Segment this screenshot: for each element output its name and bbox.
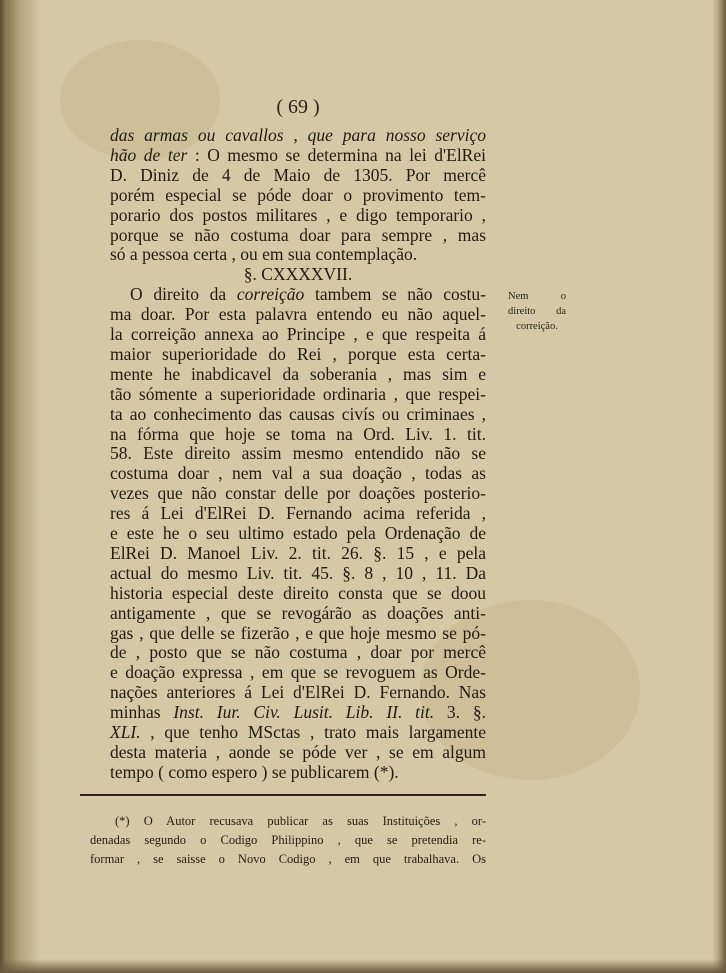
text-span: antigamente , que se revogárão as doações anti- [110, 602, 486, 623]
text-line [110, 524, 486, 543]
text-line [110, 464, 486, 483]
text-span: gas , que delle se fizerão , e que hoje mesmo se pó- [110, 622, 486, 643]
page-edge-bottom [0, 959, 726, 973]
page-number: ( 69 ) [276, 96, 320, 118]
text-line [130, 285, 486, 304]
text-span: vezes que não constar delle por doações posterio- [110, 483, 486, 504]
text-line [110, 226, 486, 245]
margin-note-line: correição. [516, 321, 558, 332]
text-line [110, 544, 486, 563]
footnote-rule [80, 794, 486, 796]
footnote-line: (*) O Autor recusava publicar as suas Instituições , or- [115, 814, 486, 828]
text-span: só a pessoa certa , ou em sua contemplação. [110, 244, 418, 265]
footnote-line: formar , se saisse o Novo Codigo , em que trabalhava. Os [90, 852, 486, 866]
text-span: D. Diniz de 4 de Maio de 1305. Por mercê [110, 164, 486, 185]
text-line [110, 245, 486, 264]
text-span: actual do mesmo Liv. tit. 45. §. 8 , 10 , 11. Da [110, 562, 486, 583]
text-line [110, 683, 486, 702]
text-span: porém especial se póde doar o provimento tem- [110, 184, 486, 205]
text-line [110, 166, 486, 185]
text-line [110, 624, 486, 643]
text-line [110, 425, 486, 444]
text-span: 3. §. [434, 702, 486, 723]
italic-text: das armas ou cavallos [110, 125, 284, 145]
text-span: : O mesmo se determina na lei d'ElRei [187, 144, 486, 165]
text-span: e este he o seu ultimo estado pela Ordenação de [110, 523, 486, 543]
text-line [110, 703, 486, 722]
text-span: ta ao conhecimento das causas civís ou criminaes , [110, 403, 486, 424]
text-line [110, 723, 486, 742]
text-span: , [283, 125, 308, 145]
text-line [110, 444, 486, 463]
text-line [110, 405, 486, 424]
italic-text: hão de ter [110, 144, 188, 165]
text-span: porque se não costuma doar para sempre , mas [110, 224, 486, 245]
italic-text: XLI. [110, 722, 141, 742]
text-line [110, 365, 486, 384]
text-line [110, 584, 486, 603]
text-line [110, 186, 486, 205]
text-span: mente he inabdicavel da soberania , mas sim e [110, 363, 486, 384]
text-line [110, 663, 486, 682]
text-line [110, 345, 486, 364]
text-span: ElRei D. Manoel Liv. 2. tit. 26. §. 15 , e pela [110, 542, 486, 563]
italic-text: Inst. Iur. Civ. Lusit. Lib. II. tit. [173, 702, 435, 723]
footnote-line: denadas segundo o Codigo Philippino , que se pretendia re- [90, 833, 486, 847]
text-line [110, 643, 486, 662]
text-span: porario dos postos militares , e digo temporario , [110, 204, 486, 225]
text-line [110, 206, 486, 225]
page-edge-right [712, 0, 726, 973]
text-span: , que tenho MSctas , trato mais largamente [140, 722, 486, 742]
text-span: tambem se não costu- [304, 284, 486, 305]
text-span: maior superioridade do Rei , porque esta certa- [110, 343, 486, 364]
text-line [110, 325, 486, 344]
margin-note-line: direito da [508, 306, 566, 317]
text-line [110, 385, 486, 404]
text-line [110, 146, 486, 165]
text-span: costuma doar , nem val a sua doação , todas as [110, 463, 486, 484]
text-line [110, 126, 486, 145]
text-line [110, 763, 486, 782]
text-line [110, 743, 486, 762]
text-span: minhas [110, 702, 174, 723]
text-line [110, 484, 486, 503]
section-heading [110, 265, 486, 284]
italic-text: que para nosso serviço [307, 125, 486, 145]
text-span: nações anteriores á Lei d'ElRei D. Fernando. Nas [110, 682, 486, 703]
text-line [110, 504, 486, 523]
text-span: historia especial deste direito consta que se doou [110, 582, 486, 603]
text-span: na fórma que hoje se toma na Ord. Liv. 1. tit. [110, 423, 486, 444]
text-line [110, 604, 486, 623]
text-line [110, 564, 486, 583]
text-span: 58. Este direito assim mesmo entendido não se [110, 443, 486, 464]
text-span: §. CXXXXVII. [243, 264, 353, 285]
text-span: res á Lei d'ElRei D. Fernando acima referida , [110, 503, 486, 524]
text-span: tempo ( como espero ) se publicarem (*). [110, 761, 399, 782]
page-gutter-shadow [0, 0, 40, 973]
text-line [110, 305, 486, 324]
text-span: la correição annexa ao Principe , e que respeita á [110, 324, 486, 344]
text-span: tão sómente a superioridade ordinaria , que respei- [110, 383, 486, 404]
text-span: e doação expressa , em que se revoguem as Orde- [110, 662, 486, 683]
text-span: desta materia , aonde se póde ver , se em algum [110, 741, 486, 762]
text-span: de , posto que se não costuma , doar por mercê [110, 642, 486, 663]
text-span: ma doar. Por esta palavra entendo eu não aquel- [110, 304, 486, 325]
italic-text: correição [236, 284, 305, 305]
text-span: O direito da [130, 284, 237, 305]
margin-note-line: Nem o [508, 291, 566, 302]
